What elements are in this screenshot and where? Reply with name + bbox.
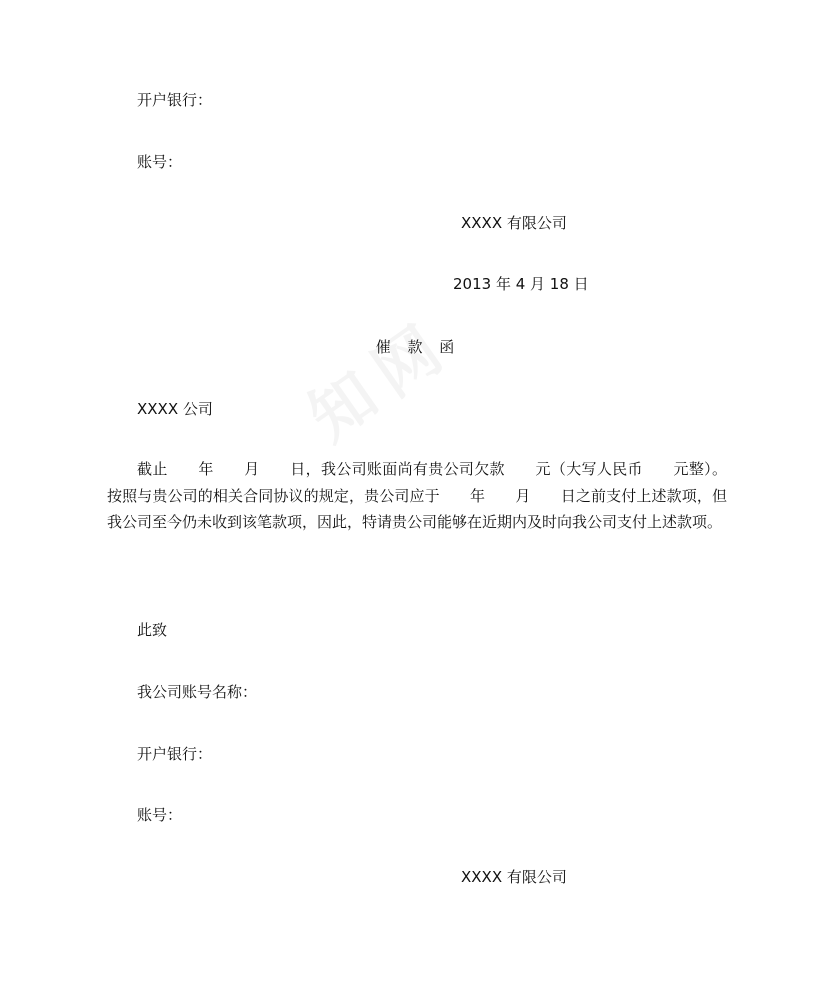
top-account-label: 账号： [137, 153, 183, 171]
top-date: 2013 年 4 月 18 日 [453, 275, 589, 293]
account-label: 账号： [137, 806, 183, 824]
watermark [288, 294, 469, 459]
top-company-name: XXXX 有限公司 [461, 214, 567, 232]
closing-text: 此致 [137, 621, 168, 639]
signature-company-name: XXXX 有限公司 [461, 868, 567, 886]
letter-body: 截止 年 月 日，我公司账面尚有贵公司欠款 元（大写人民币 元整）。按照与贵公司的相关合同协议的规定，贵公司应于 年 月 日之前支付上述款项，但我公司至今仍未收到该笔款项，因此，特请贵公司能够在近期内及时向我公司支付上述款项。 [107, 460, 727, 531]
addressee: XXXX 公司 [137, 400, 213, 418]
bank-label: 开户银行： [137, 745, 213, 763]
account-name-label: 我公司账号名称： [137, 683, 258, 701]
top-bank-label: 开户银行： [137, 91, 213, 109]
letter-title: 催 款 函 [375, 338, 461, 356]
